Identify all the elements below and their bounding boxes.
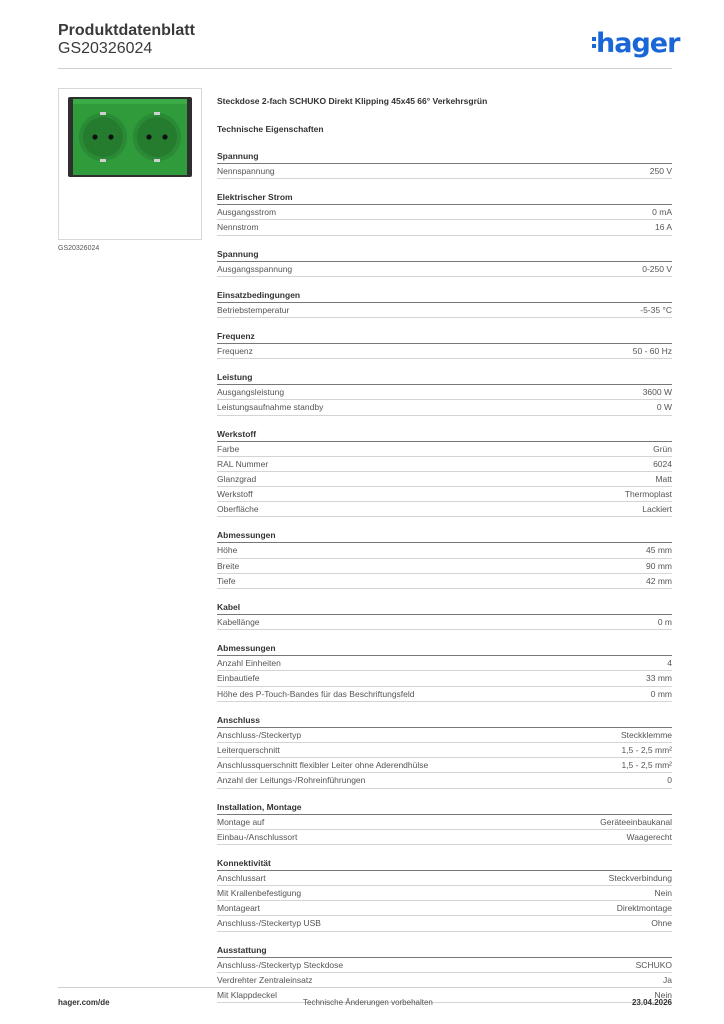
spec-label: Anzahl der Leitungs-/Rohreinführungen — [217, 775, 366, 786]
spec-value: 45 mm — [646, 545, 672, 556]
footer-disclaimer: Technische Änderungen vorbehalten — [303, 998, 433, 1007]
spec-label: Montageart — [217, 903, 260, 914]
spec-value: 0 W — [656, 402, 672, 413]
product-image — [58, 88, 202, 240]
spec-value: 33 mm — [646, 673, 672, 684]
spec-row — [217, 615, 672, 630]
spec-label: Anschlussart — [217, 872, 266, 883]
spec-group-title: Werkstoff — [217, 428, 672, 442]
spec-group-title: Einsatzbedingungen — [217, 289, 672, 303]
spec-row — [217, 671, 672, 686]
spec-value: 4 — [667, 658, 672, 669]
spec-label: RAL Nummer — [217, 458, 269, 469]
spec-value: 50 - 60 Hz — [632, 345, 672, 356]
spec-row — [217, 400, 672, 415]
spec-group-title: Abmessungen — [217, 529, 672, 543]
spec-row — [217, 773, 672, 788]
spec-row — [217, 303, 672, 318]
spec-row — [217, 487, 672, 502]
spec-row — [217, 743, 672, 758]
spec-row — [217, 457, 672, 472]
spec-row — [217, 220, 672, 235]
section-heading: Technische Eigenschaften — [217, 124, 324, 134]
spec-row — [217, 871, 672, 886]
spec-group-title: Anschluss — [217, 714, 672, 728]
spec-label: Höhe des P-Touch-Bandes für das Beschriftungsfeld — [217, 688, 415, 699]
spec-group-title: Spannung — [217, 248, 672, 262]
spec-label: Kabellänge — [217, 617, 260, 627]
product-code: GS20326024 — [58, 40, 153, 57]
spec-row — [217, 973, 672, 988]
spec-row — [217, 472, 672, 487]
spec-label: Anschluss-/Steckertyp Steckdose — [217, 959, 344, 970]
spec-value: 3600 W — [642, 387, 672, 398]
spec-value: 6024 — [653, 458, 672, 469]
spec-value: 42 mm — [646, 575, 672, 586]
spec-row — [217, 262, 672, 277]
spec-row — [217, 344, 672, 359]
spec-row — [217, 442, 672, 457]
spec-row — [217, 656, 672, 671]
spec-group-title: Ausstattung — [217, 944, 672, 958]
spec-row — [217, 886, 672, 901]
spec-value: Lackiert — [642, 504, 672, 515]
spec-value: Geräteeinbaukanal — [600, 816, 672, 827]
spec-value: Waagerecht — [626, 831, 672, 842]
spec-label: Oberfläche — [217, 504, 259, 515]
spec-label: Werkstoff — [217, 489, 253, 500]
spec-value: 0 mA — [652, 207, 672, 218]
spec-group-title: Frequenz — [217, 330, 672, 344]
spec-label: Anschluss-/Steckertyp USB — [217, 918, 321, 929]
spec-value: 0 mm — [650, 688, 672, 699]
spec-label: Leiterquerschnitt — [217, 744, 280, 755]
spec-row — [217, 385, 672, 400]
spec-row — [217, 502, 672, 517]
spec-row — [217, 830, 672, 845]
spec-value: 1,5 - 2,5 mm² — [621, 760, 672, 771]
spec-label: Mit Klappdeckel — [217, 990, 278, 1000]
spec-label: Ausgangsspannung — [217, 263, 293, 274]
spec-group-title: Elektrischer Strom — [217, 191, 672, 205]
spec-label: Breite — [217, 560, 240, 571]
spec-value: Grün — [653, 443, 672, 454]
spec-row — [217, 559, 672, 574]
hager-logo — [592, 28, 679, 59]
spec-label: Farbe — [217, 443, 240, 454]
spec-row — [217, 543, 672, 558]
spec-row — [217, 958, 672, 973]
spec-label: Verdrehter Zentraleinsatz — [217, 974, 313, 985]
footer-divider — [58, 987, 672, 988]
spec-row — [217, 758, 672, 773]
spec-value: 0 — [667, 775, 672, 786]
spec-value: Matt — [655, 473, 672, 484]
spec-label: Einbau-/Anschlussort — [217, 831, 298, 842]
spec-label: Anzahl Einheiten — [217, 658, 281, 669]
spec-sections — [217, 150, 672, 1003]
spec-sheet — [217, 96, 672, 1003]
spec-value: Ja — [663, 974, 672, 985]
spec-label: Nennspannung — [217, 166, 275, 176]
header-divider — [58, 68, 672, 69]
spec-row — [217, 164, 672, 179]
spec-row — [217, 205, 672, 220]
spec-value: 250 V — [649, 166, 672, 176]
spec-group-title: Leistung — [217, 371, 672, 385]
spec-group-title: Abmessungen — [217, 642, 672, 656]
spec-label: Mit Krallenbefestigung — [217, 888, 302, 899]
spec-label: Montage auf — [217, 816, 265, 827]
spec-value: 0-250 V — [642, 263, 672, 274]
spec-label: Nennstrom — [217, 222, 259, 233]
spec-group-title: Spannung — [217, 150, 672, 164]
spec-label: Frequenz — [217, 345, 253, 356]
spec-label: Leistungsaufnahme standby — [217, 402, 324, 413]
product-title: Steckdose 2-fach SCHUKO Direkt Klipping 45x45 66° Verkehrsgrün — [217, 96, 488, 106]
spec-value: -5-35 °C — [640, 304, 672, 315]
spec-value: 0 m — [657, 617, 672, 627]
spec-row — [217, 574, 672, 589]
document-title: Produktdatenblatt — [58, 22, 195, 39]
spec-row — [217, 687, 672, 702]
spec-value: Direktmontage — [616, 903, 672, 914]
spec-value: SCHUKO — [635, 959, 672, 970]
spec-label: Einbautiefe — [217, 673, 260, 684]
spec-row — [217, 728, 672, 743]
spec-label: Anschluss-/Steckertyp — [217, 729, 302, 740]
logo-text: hager — [596, 28, 680, 59]
spec-value: Thermoplast — [624, 489, 672, 500]
spec-label: Höhe — [217, 545, 238, 556]
spec-row — [217, 988, 672, 1003]
spec-row — [217, 815, 672, 830]
footer-date: 23.04.2026 — [631, 998, 672, 1007]
spec-value: Steckklemme — [620, 729, 672, 740]
spec-label: Tiefe — [217, 575, 236, 586]
spec-label: Anschlussquerschnitt flexibler Leiter ohne Aderendhülse — [217, 760, 429, 771]
spec-value: 90 mm — [646, 560, 672, 571]
spec-value: Nein — [654, 990, 672, 1000]
spec-row — [217, 901, 672, 916]
spec-value: Nein — [654, 888, 672, 899]
spec-row — [217, 916, 672, 931]
spec-label: Betriebstemperatur — [217, 304, 290, 315]
spec-label: Ausgangsleistung — [217, 387, 285, 398]
spec-group-title: Konnektivität — [217, 857, 672, 871]
spec-value: Ohne — [651, 918, 672, 929]
footer-website: hager.com/de — [58, 998, 110, 1007]
spec-value: 16 A — [654, 222, 672, 233]
image-caption: GS20326024 — [58, 245, 100, 252]
spec-value: Steckverbindung — [608, 872, 672, 883]
spec-label: Glanzgrad — [217, 473, 257, 484]
logo-mark-icon — [592, 26, 595, 57]
spec-label: Ausgangsstrom — [217, 207, 277, 218]
spec-group-title: Installation, Montage — [217, 801, 672, 815]
spec-value: 1,5 - 2,5 mm² — [621, 744, 672, 755]
document-header — [58, 22, 195, 58]
spec-group-title: Kabel — [217, 601, 672, 615]
